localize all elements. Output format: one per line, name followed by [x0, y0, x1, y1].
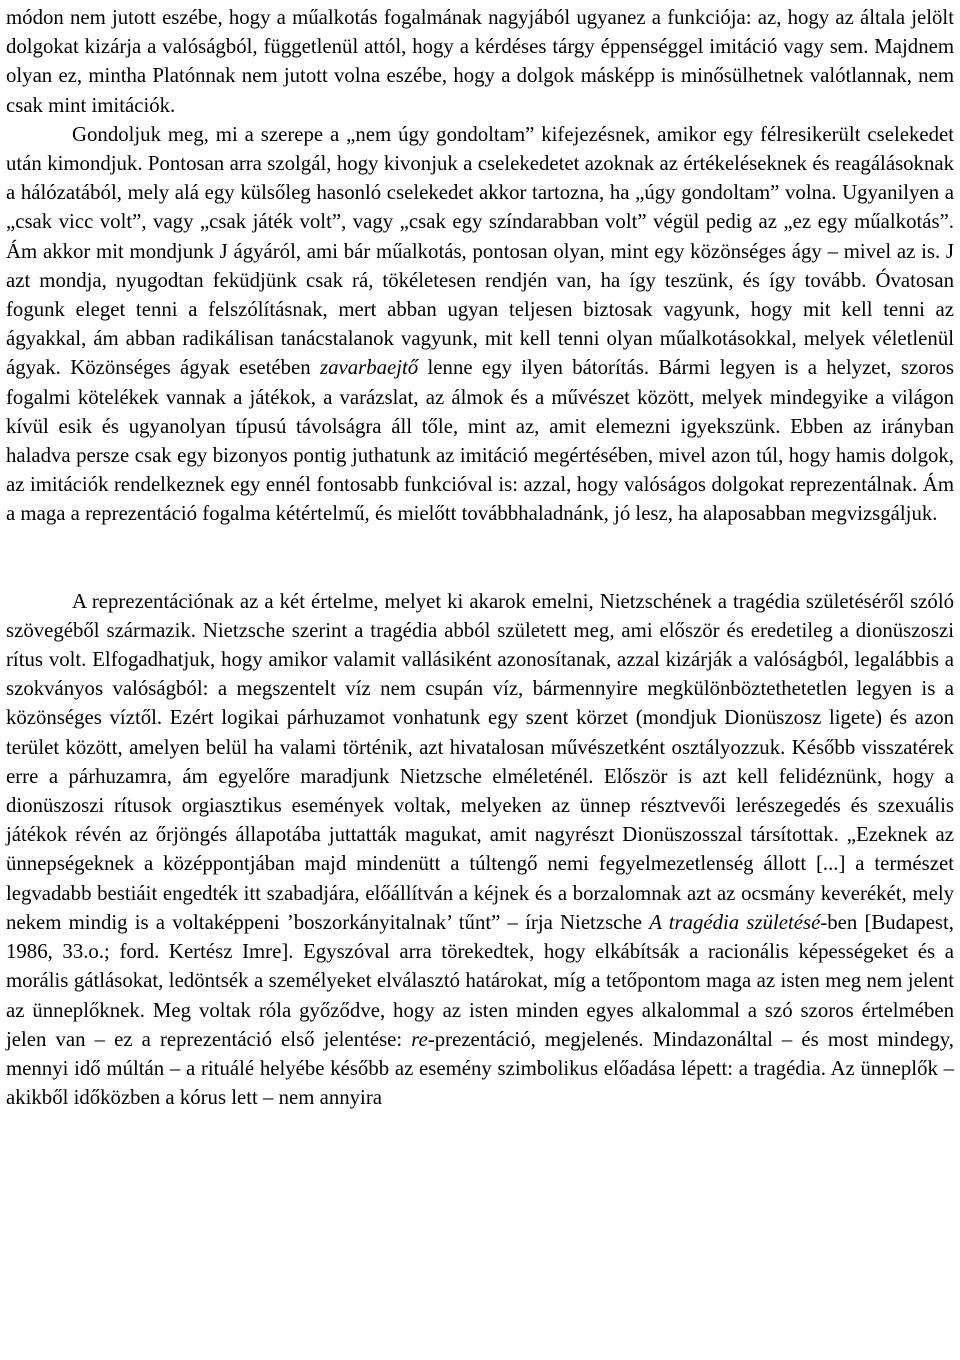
paragraph-2-part1: Gondoljuk meg, mi a szerepe a „nem úgy gondoltam” kifejezésnek, amikor egy félresikerült cselekedet után kimondjuk. Pontosan arra szolgál, hogy kivonjuk a cselekedetet azoknak az értékeléseknek és reagálásoknak a hálózatából, mely alá egy külsőleg hasonló cselekedet akkor tartozna, ha „úgy gondoltam” volna. Ugyanilyen a „csak vicc volt”, vagy „csak játék volt”, vagy „csak egy színdarabban volt” végül pedig az „ez egy műalkotás”. Ám akkor mit mondjunk J ágyáról, ami bár műalkotás, pontosan olyan, mint egy közönséges ágy – mivel az is. J azt mondja, nyugodtan feküdjünk csak rá, tökéletesen rendjén van, ha így teszünk, és így tovább. Óvatosan fogunk eleget tenni a felszólításnak, mert abban ugyan teljesen biztosak vagyunk, hogy mit kell tenni az ágyakkal, ám abban radikálisan tanácstalanok vagyunk, mit kell tenni olyan műalkotásokkal, melyek véletlenül ágyak. Közönséges ágyak esetében — [6, 122, 954, 380]
document-page — [6, 3, 954, 1112]
paragraph-1 — [6, 3, 954, 120]
paragraph-3-italic-title: A tragédia születésé — [649, 910, 821, 934]
paragraph-gap — [6, 529, 954, 587]
paragraph-2-part2: lenne egy ilyen bátorítás. Bármi legyen is a helyzet, szoros fogalmi kötelékek vannak a játékok, a varázslat, az álmok és a művészet között, melyek mindegyike a világon kívül esik és ugyanolyan típusú távolságra áll tőle, mint az, amit elemezni igyekszünk. Ebben az irányban haladva persze csak egy bizonyos pontig juthatunk az imitáció megértésében, mivel azon túl, hogy hamis dolgok, az imitációk rendelkeznek egy ennél fontosabb funkcióval is: azzal, hogy valóságos dolgokat reprezentálnak. Ám a maga a reprezentáció fogalma kétértelmű, és mielőtt továbbhaladnánk, jó lesz, ha alaposabban megvizsgáljuk. — [6, 356, 954, 526]
paragraph-2 — [6, 120, 954, 529]
paragraph-3 — [6, 587, 954, 1113]
paragraph-3-part1: A reprezentációnak az a két értelme, melyet ki akarok emelni, Nietzschének a tragédia születéséről szóló szövegéből származik. Nietzsche szerint a tragédia abból született meg, ami először és eredetileg a dionüszoszi rítus volt. Elfogadhatjuk, hogy amikor valamit vallásiként azonosítanak, azzal kizárják a valóságból, legalábbis a szokványos valóságból: a megszentelt víz nem csupán víz, bármennyire megkülönböztethetetlen legyen is a közönséges víztől. Ezért logikai párhuzamot vonhatunk egy szent körzet (mondjuk Dionüszosz ligete) és azon terület között, amelyen belül ha valami történik, azt hivatalosan művészetként osztályozzuk. Később visszatérek erre a párhuzamra, ám egyelőre maradjunk Nietzsche elméleténél. Először is azt kell felidéznünk, hogy a dionüszoszi rítusok orgiasztikus események voltak, melyeken az ünnep résztvevői lerészegedés és szexuális játékok révén az őrjöngés állapotába juttatták magukat, amit nagyrészt Dionüszosszal társítottak. „Ezeknek az ünnepségeknek a középpontjában majd mindenütt a túltengő nemi fegyelmezetlenség állott [...] a természet legvadabb bestiáit engedték itt szabadjára, előállítván a kéjnek és a borzalomnak azt az ocsmány keverékét, mely nekem mindig is a voltaképpeni ’boszorkányitalnak’ tűnt” – írja Nietzsche — [6, 589, 954, 934]
paragraph-3-part2: -ben [Budapest, 1986, 33.o.; ford. Kertész Imre]. Egyszóval arra törekedtek, hogy elkábítsák a racionális képességeket és a morális gátlásokat, ledöntsék a személyeket elválasztó határokat, míg a tetőpontom maga az isten meg nem jelent az ünneplőknek. Meg voltak róla győződve, hogy az isten minden egyes alkalommal a szó szoros értelmében jelen van – ez a reprezentáció első jelentése: — [6, 910, 954, 1051]
paragraph-1-text: módon nem jutott eszébe, hogy a műalkotás fogalmának nagyjából ugyanez a funkciója: az, hogy az általa jelölt dolgokat kizárja a valóságból, függetlenül attól, hogy a kérdéses tárgy éppenséggel imitáció vagy sem. Majdnem olyan ez, mintha Platónnak nem jutott volna eszébe, hogy a dolgok másképp is minősülhetnek valótlannak, nem csak mint imitációk. — [6, 6, 954, 117]
paragraph-3-italic-re: re — [411, 1027, 428, 1051]
paragraph-2-italic: zavarbaejtő — [319, 356, 419, 380]
paragraph-3-part3: -prezentáció, megjelenés. Mindazonáltal – és most mindegy, mennyi idő múltán – a rituálé helyébe később az esemény szimbolikus előadása lépett: a tragédia. Az ünneplők – akikből időközben a kórus lett – nem annyira — [6, 1027, 954, 1110]
